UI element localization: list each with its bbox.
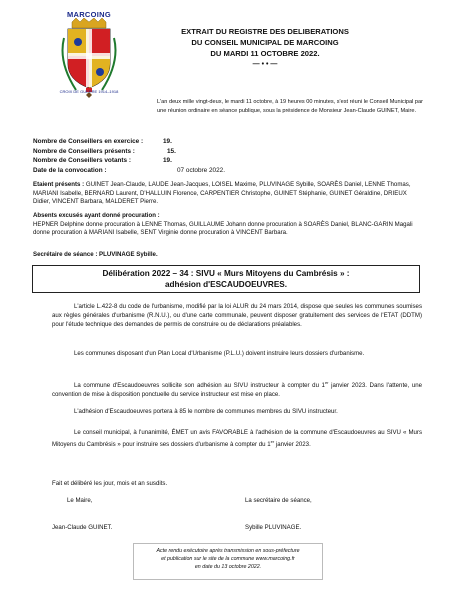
body-paragraph-3b: janvier 2023. Dans l'attente, une convention de mise à disposition ponctuelle du service instructeur est mise en place.: [52, 382, 422, 398]
absent-lead: Absents excusés ayant donné procuration :: [33, 212, 160, 219]
session-secretary: Secrétaire de séance : PLUVINAGE Sybille.: [33, 251, 158, 258]
body-paragraph-5: [52, 429, 422, 450]
mayor-name: Jean-Claude GUINET.: [52, 524, 113, 531]
body-paragraph-3a: La commune d'Escaudoeuvres sollicite son adhésion au SIVU instructeur à compter du 1: [74, 382, 325, 390]
deliberation-title-box: [32, 265, 420, 293]
present-lead: Etaient présents :: [33, 181, 85, 188]
preamble-text: L'an deux mille vingt-deux, le mardi 11 octobre, à 19 heures 00 minutes, s'est réuni le Conseil Municipal par une réunion ordinaire en séance publique, sous la présidence de Monsieur Jean-Claude GUINET, Maire.: [157, 99, 424, 114]
present-names: GUINET Jean-Claude, LAUDE Jean-Jacques, LOISEL Maxime, PLUVINAGE Sybille, SOARÈS Daniel, LENNE Thomas, MARIANI Isabelle, BERNARD Laurent, D'HALLUIN Florence, CARPENTIER Christophe, GUINET Stéphanie, GUINET Géraldine, DRIEUX Didier, VINCENT Barbara, MALDERET Pierre.: [33, 181, 411, 206]
crest-shield-icon: [58, 18, 120, 98]
note-line-2: et publication sur le site de la commune www.marcoing.fr: [161, 556, 295, 562]
absent-members: [33, 212, 425, 238]
voting-value: 19.: [163, 157, 172, 164]
mayor-title: Le Maire,: [67, 497, 93, 504]
header-separator: — • • —: [252, 61, 278, 68]
voting-label: Nombre de Conseillers votants :: [33, 157, 132, 164]
convocation-label: Date de la convocation :: [33, 166, 107, 174]
secretary-title: La secrétaire de séance,: [245, 497, 312, 504]
header-line-2: DU CONSEIL MUNICIPAL DE MARCOING: [191, 38, 339, 47]
crest-town-name: MARCOING: [66, 10, 112, 19]
present-value: 15.: [167, 147, 176, 155]
body-paragraph-4: L'adhésion d'Escaudoeuvres portera à 85 le nombre de communes membres du SIVU instructeur.: [74, 408, 338, 415]
absent-names: HEPNER Delphine donne procuration à LENNE Thomas, GUILLAUME Johann donne procuration à SOARÈS Daniel, BLANC-GARIN Magali donne procuration à MARIANI Isabelle, SENT Virginie donne procuration à VINCENT Barbara.: [33, 220, 413, 237]
secretary-name: Sybille PLUVINAGE.: [245, 524, 302, 531]
present-label: Nombre de Conseillers présents :: [33, 147, 135, 155]
body-paragraph-3-sup: er: [324, 380, 329, 385]
deliberation-title-line-1: Délibération 2022 – 34 : SIVU « Murs Mitoyens du Cambrésis » :: [102, 269, 350, 278]
note-line-1: Acte rendu exécutoire après transmission en sous-préfecture: [156, 548, 300, 554]
body-paragraph-3: [52, 379, 422, 400]
closing-statement: Fait et délibéré les jour, mois et an susdits.: [52, 480, 168, 487]
header-line-1: EXTRAIT DU REGISTRE DES DELIBERATIONS: [181, 27, 349, 36]
present-members: [33, 181, 425, 207]
coat-of-arms-logo: [58, 10, 120, 100]
body-paragraph-5a: Le conseil municipal, à l'unanimité, ÉMET un avis FAVORABLE à l'adhésion de la commune d'Escaudoeuvres au SIVU « Murs Mitoyens du Cambrésis » pour instruire ses dossiers d'urbanisme à compter du 1: [52, 429, 422, 448]
body-paragraph-1: L'article L.422-8 du code de l'urbanisme, modifié par la loi ALUR du 24 mars 2014, dispose que seules les communes soumises aux règles générales d'urbanisme (R.N.U.), ou d'une carte communale, peuvent disposer gratuitement des services de l'ETAT (DDTM) pour l'étude technique des demandes de permis de construire ou de déclarations préalables.: [52, 303, 422, 328]
body-paragraph-2: Les communes disposant d'un Plan Local d'Urbanisme (P.L.U.) doivent instruire leurs dossiers d'urbanisme.: [74, 350, 365, 357]
convocation-value: 07 octobre 2022.: [177, 166, 225, 174]
in-office-value: 19.: [163, 138, 172, 145]
enforceability-note: [133, 543, 323, 580]
note-line-3: en date du 13 octobre 2022.: [194, 564, 262, 570]
body-paragraph-5b: janvier 2023.: [274, 440, 311, 448]
document-header: [150, 26, 380, 70]
council-counts: [33, 137, 423, 175]
in-office-label: Nombre de Conseillers en exercice :: [33, 138, 144, 145]
body-paragraph-5-sup: er: [270, 438, 275, 444]
deliberation-title-line-2: adhésion d'ESCAUDOEUVRES.: [164, 280, 288, 289]
header-line-3: DU MARDI 11 OCTOBRE 2022.: [210, 49, 320, 58]
crest-motto: CROIX DE GUERRE 1914–1918: [59, 89, 119, 94]
